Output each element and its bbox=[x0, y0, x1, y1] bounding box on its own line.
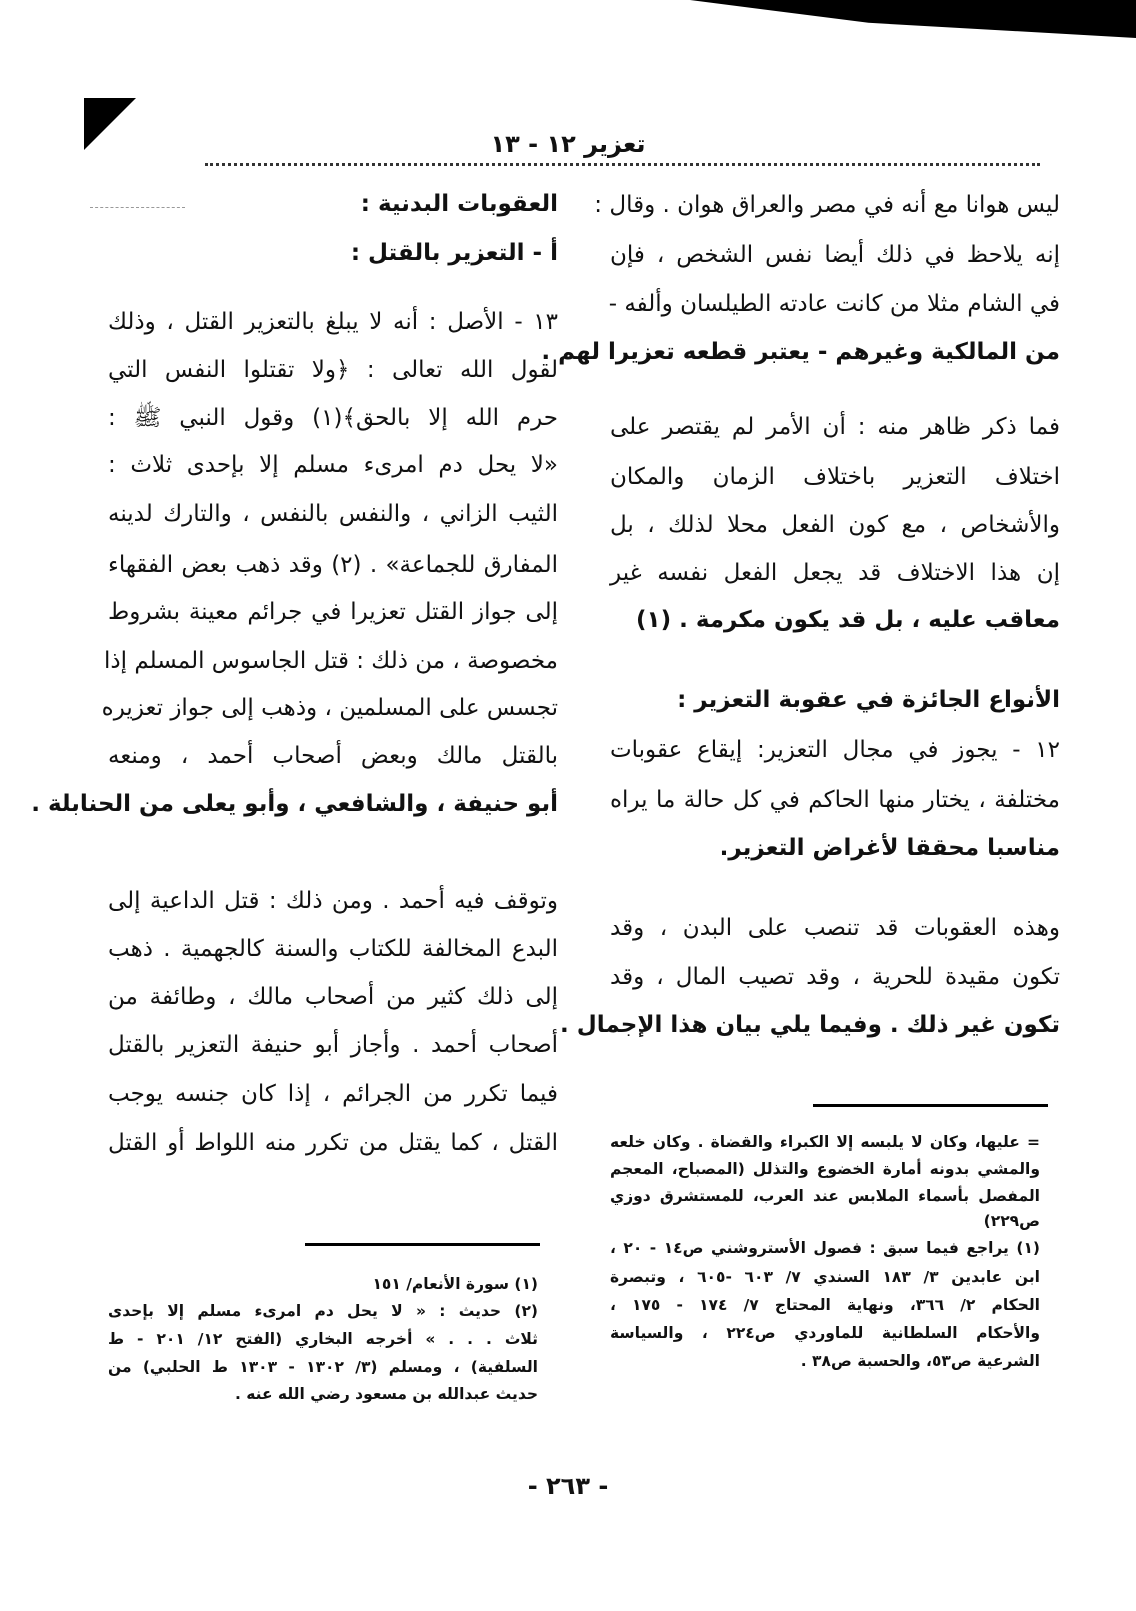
body-text-line: البدع المخالفة للكتاب والسنة كالجهمية . ذهب bbox=[108, 936, 558, 962]
body-text-line: أبو حنيفة ، والشافعي ، وأبو يعلى من الحنابلة . bbox=[31, 791, 558, 817]
section-heading: العقوبات البدنية : bbox=[360, 191, 558, 217]
body-text-line: حرم الله إلا بالحق﴾(١) وقول النبي ﷺ : bbox=[108, 405, 559, 431]
body-text-line: وتوقف فيه أحمد . ومن ذلك : قتل الداعية إلى bbox=[108, 888, 558, 914]
footnote-line: = عليها، وكان لا يلبسه إلا الكبراء والقضاة . وكان خلعه bbox=[610, 1133, 1040, 1151]
body-text-line: اختلاف التعزير باختلاف الزمان والمكان bbox=[610, 464, 1060, 490]
body-text-line: تكون مقيدة للحرية ، وقد تصيب المال ، وقد bbox=[610, 964, 1060, 990]
page-number: - ٢٦٣ - bbox=[527, 1472, 609, 1500]
right-footnote-rule bbox=[813, 1104, 1048, 1107]
footnote-line: حديث عبدالله بن مسعود رضي الله عنه . bbox=[234, 1385, 538, 1403]
body-text-line: ١٢ - يجوز في مجال التعزير: إيقاع عقوبات bbox=[610, 737, 1060, 763]
body-text-line: لقول الله تعالى : ﴿ولا تقتلوا النفس التي bbox=[108, 357, 558, 383]
body-text-line: ١٣ - الأصل : أنه لا يبلغ بالتعزير القتل ، وذلك bbox=[108, 309, 558, 335]
footnote-line: ثلاث . . . » أخرجه البخاري (الفتح ١٢/ ٢٠١ - ط bbox=[108, 1330, 538, 1348]
left-footnote-rule bbox=[305, 1243, 540, 1246]
body-text-line: إلى جواز القتل تعزيرا في جرائم معينة بشروط bbox=[108, 599, 558, 625]
body-text-line: فيما تكرر من الجرائم ، إذا كان جنسه يوجب bbox=[108, 1081, 558, 1107]
body-text-line: مخصوصة ، من ذلك : قتل الجاسوس المسلم إذا bbox=[104, 648, 558, 674]
body-text-line: تجسس على المسلمين ، وذهب إلى جواز تعزيره bbox=[101, 695, 558, 721]
footnote-line: والأحكام السلطانية للماوردي ص٢٢٤ ، والسياسة bbox=[610, 1324, 1041, 1342]
body-text-line: فما ذكر ظاهر منه : أن الأمر لم يقتصر على bbox=[610, 414, 1060, 440]
body-text-line: أصحاب أحمد . وأجاز أبو حنيفة التعزير بالقتل bbox=[108, 1032, 558, 1058]
footnote-line: (١) يراجع فيما سبق : فصول الأستروشني ص١٤ - ٢٠ ، bbox=[610, 1239, 1040, 1257]
footnote-line: المفصل بأسماء الملابس عند العرب، للمستشرق دوزي bbox=[610, 1187, 1040, 1205]
footnote-line: (١) سورة الأنعام/ ١٥١ bbox=[372, 1275, 538, 1293]
body-text-line: تكون غير ذلك . وفيما يلي بيان هذا الإجمال . bbox=[560, 1012, 1060, 1038]
running-header: تعزير ١٢ - ١٣ bbox=[490, 130, 646, 158]
body-text-line: والأشخاص ، مع كون الفعل محلا لذلك ، بل bbox=[610, 512, 1060, 538]
footnote-line: الحكام ٢/ ٣٦٦، ونهاية المحتاج ٧/ ١٧٤ - ١٧٥ ، bbox=[610, 1296, 1040, 1314]
footnote-line: الشرعية ص٥٣، والحسبة ص٣٨ . bbox=[800, 1352, 1040, 1370]
body-text-line: ليس هوانا مع أنه في مصر والعراق هوان . وقال : bbox=[594, 192, 1060, 218]
body-text-line: «لا يحل دم امرىء مسلم إلا بإحدى ثلاث : bbox=[108, 452, 558, 478]
body-text-line: إن هذا الاختلاف قد يجعل الفعل نفسه غير bbox=[610, 560, 1060, 586]
header-dotted-rule bbox=[205, 163, 1040, 166]
body-text-line: مناسبا محققا لأغراض التعزير. bbox=[719, 835, 1060, 861]
body-text-line: المفارق للجماعة» . (٢) وقد ذهب بعض الفقهاء bbox=[108, 552, 558, 578]
footnote-line: ص٢٢٩) bbox=[983, 1212, 1040, 1230]
body-text-line: بالقتل مالك وبعض أصحاب أحمد ، ومنعه bbox=[108, 743, 558, 769]
body-text-line: معاقب عليه ، بل قد يكون مكرمة . (١) bbox=[636, 607, 1060, 633]
footnote-line: والمشي بدونه أمارة الخضوع والتذلل (المصباح، المعجم bbox=[610, 1160, 1040, 1178]
body-text-line: القتل ، كما يقتل من تكرر منه اللواط أو القتل bbox=[108, 1130, 558, 1156]
section-heading: الأنواع الجائزة في عقوبة التعزير : bbox=[677, 687, 1060, 713]
body-text-line: إنه يلاحظ في ذلك أيضا نفس الشخص ، فإن bbox=[610, 242, 1060, 268]
footnote-line: (٢) حديث : « لا يحل دم امرىء مسلم إلا بإحدى bbox=[108, 1302, 538, 1320]
body-text-line: من المالكية وغيرهم - يعتبر قطعه تعزيرا لهم . bbox=[541, 339, 1060, 365]
body-text-line: مختلفة ، يختار منها الحاكم في كل حالة ما يراه bbox=[610, 787, 1060, 813]
body-text-line: الثيب الزاني ، والنفس بالنفس ، والتارك لدينه bbox=[108, 501, 558, 527]
section-heading: أ - التعزير بالقتل : bbox=[350, 240, 558, 266]
footnote-line: السلفية) ، ومسلم (٣/ ١٣٠٢ - ١٣٠٣ ط الحلبي) من bbox=[108, 1358, 538, 1376]
body-text-line: إلى ذلك كثير من أصحاب مالك ، وطائفة من bbox=[108, 984, 558, 1010]
body-text-line: وهذه العقوبات قد تنصب على البدن ، وقد bbox=[610, 915, 1060, 941]
footnote-line: ابن عابدين ٣/ ١٨٣ السندي ٧/ ٦٠٣ -٦٠٥ ، وتبصرة bbox=[610, 1268, 1040, 1286]
top-edge-scan-mark bbox=[690, 0, 1136, 38]
body-text-line: في الشام مثلا من كانت عادته الطيلسان وألفه - bbox=[608, 291, 1060, 317]
